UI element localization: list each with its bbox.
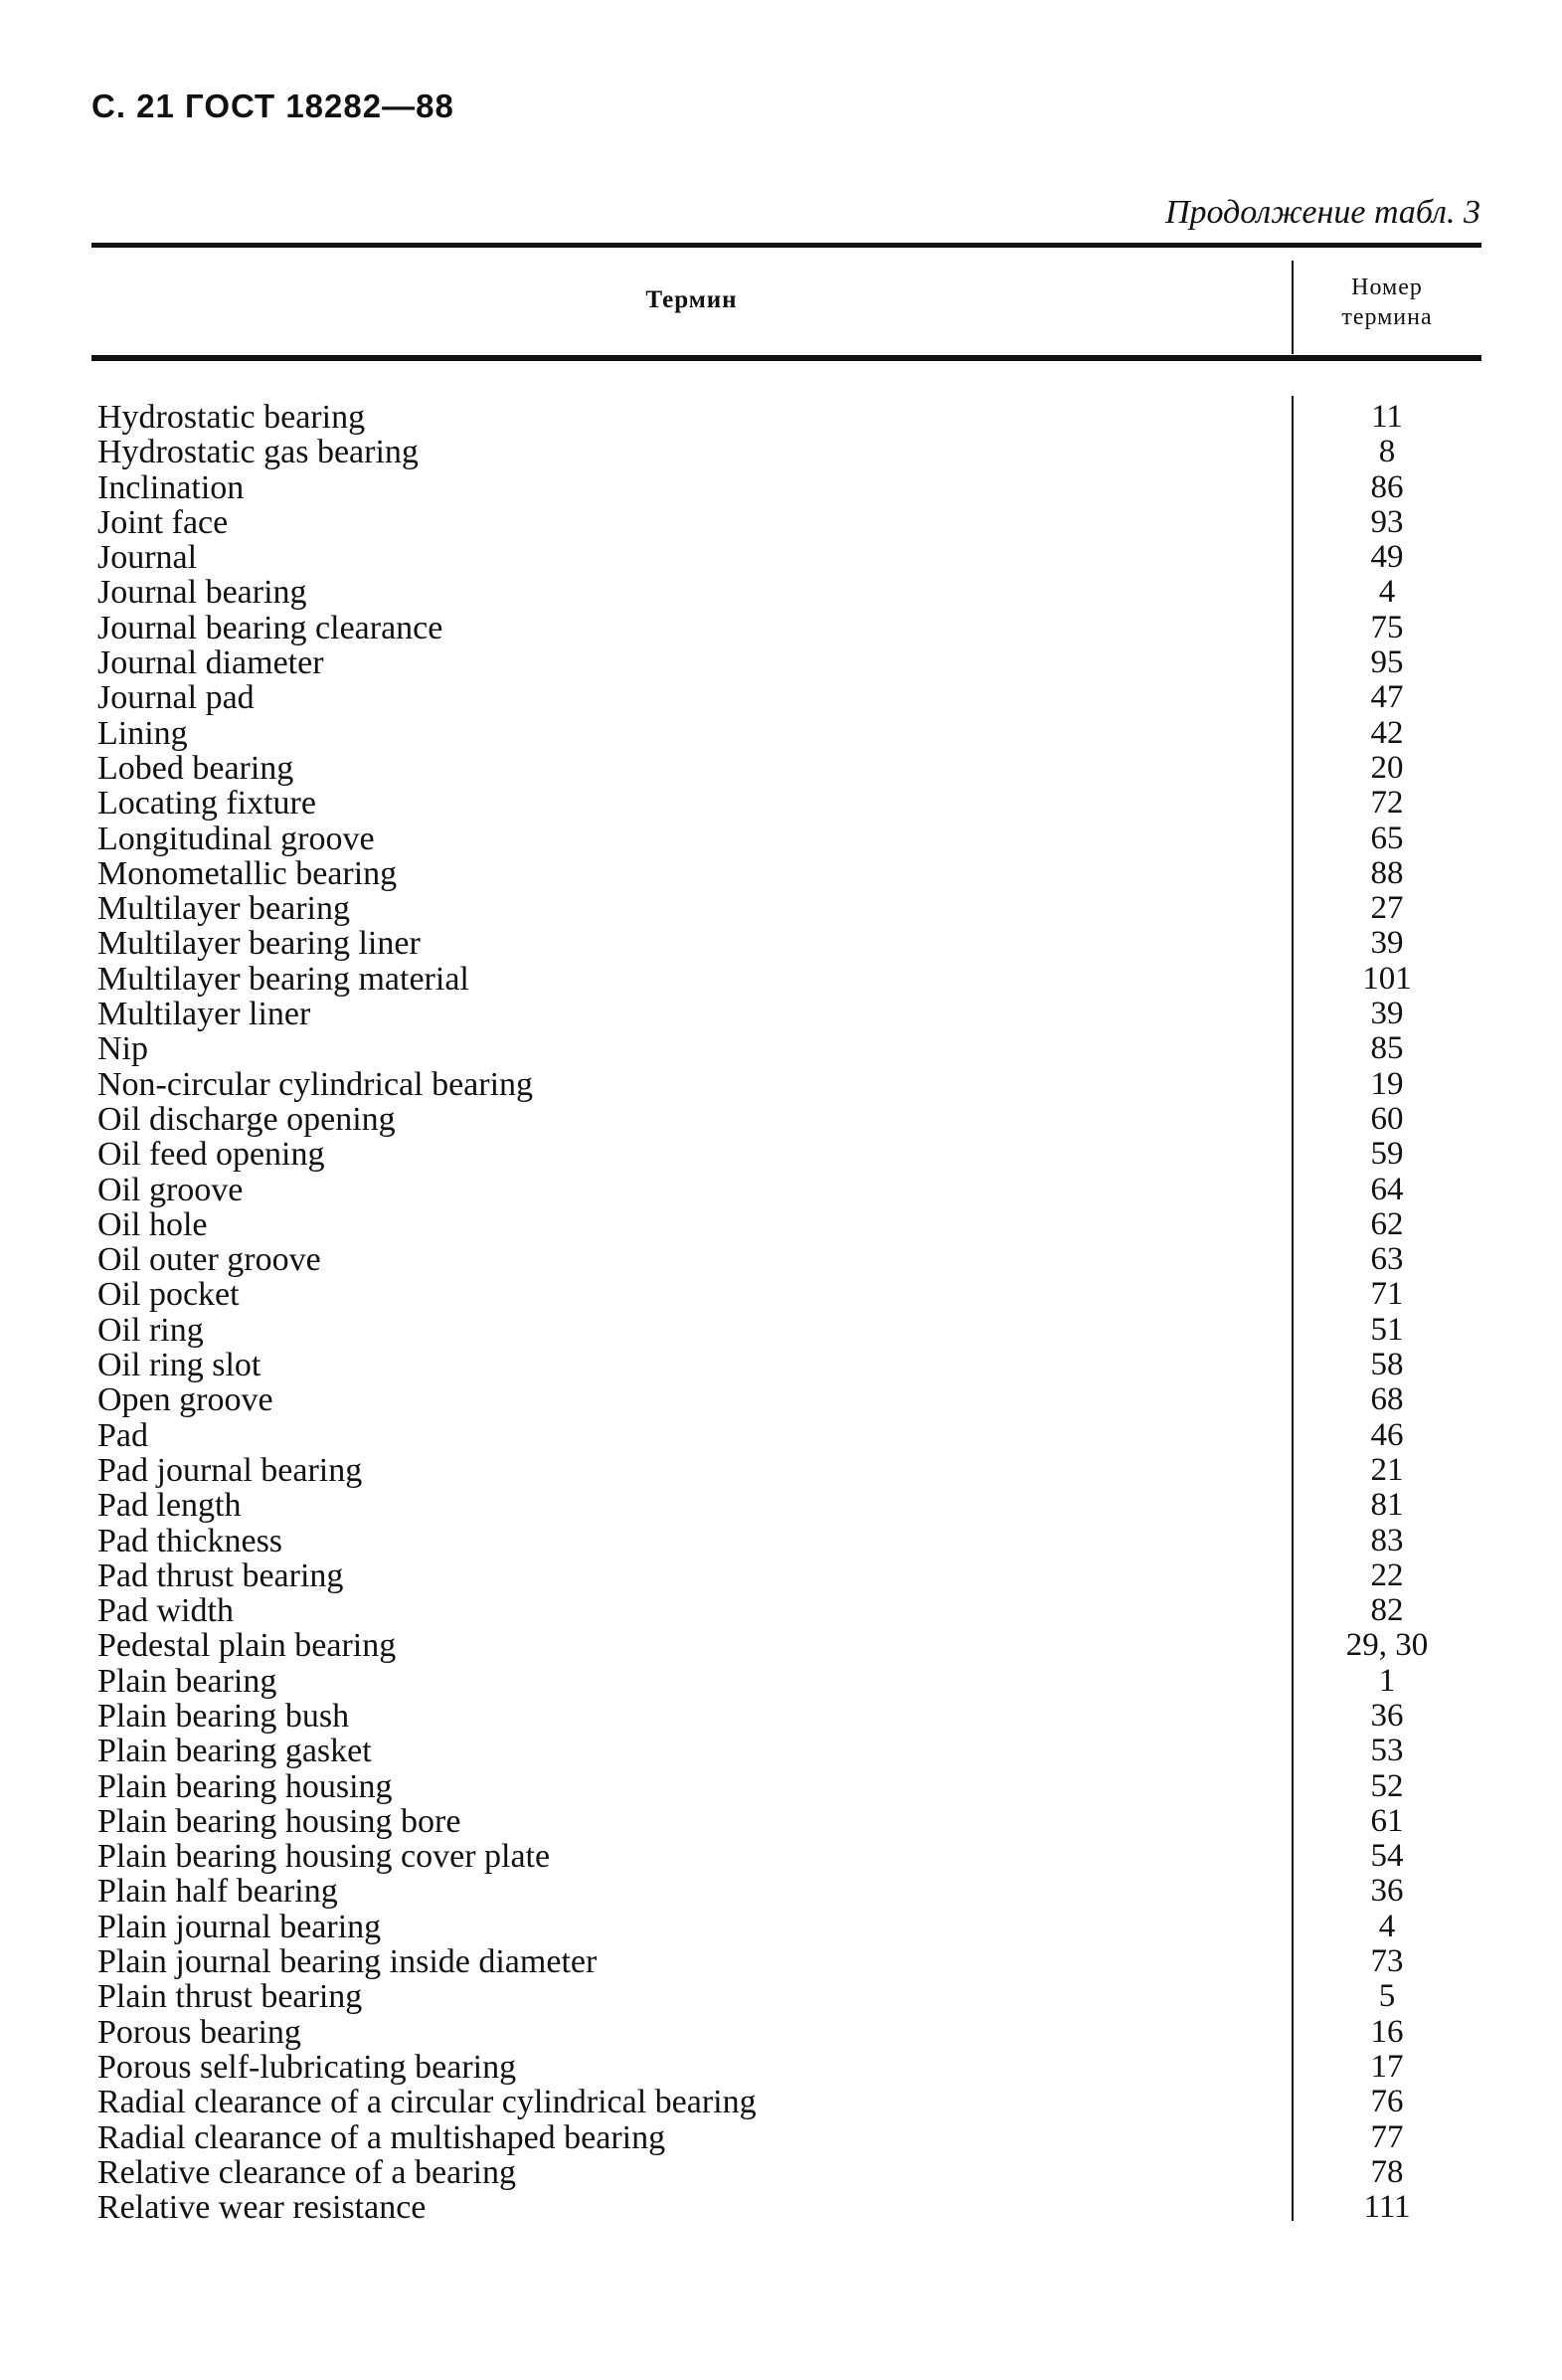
term-cell: Nip: [97, 1030, 148, 1068]
term-cell: Journal bearing clearance: [97, 609, 443, 646]
term-number-cell: 65: [1370, 820, 1404, 856]
table-row: [0, 962, 1562, 997]
term-cell: Journal bearing: [97, 574, 307, 612]
term-cell: Oil groove: [97, 1171, 244, 1208]
term-cell: Journal: [97, 539, 198, 577]
term-number-cell: 62: [1370, 1205, 1404, 1242]
term-cell: Plain bearing: [97, 1662, 277, 1700]
term-number-cell: 49: [1370, 539, 1404, 576]
table-row: [0, 2190, 1562, 2225]
table-row: [0, 1031, 1562, 1066]
table-row: [0, 1067, 1562, 1102]
term-number-cell: 46: [1370, 1416, 1404, 1453]
term-cell: Hydrostatic gas bearing: [97, 434, 419, 471]
term-number-cell: 101: [1362, 960, 1412, 997]
table-continuation-label: Продолжение табл. 3: [1164, 194, 1480, 231]
term-number-cell: 82: [1370, 1592, 1404, 1629]
term-number-cell: 8: [1378, 434, 1396, 470]
term-number-cell: 83: [1370, 1522, 1404, 1558]
term-cell: Journal pad: [97, 679, 255, 717]
term-number-cell: 54: [1370, 1838, 1404, 1875]
table-row: [0, 1488, 1562, 1523]
term-number-cell: 1: [1378, 1662, 1396, 1699]
table-row: [0, 1769, 1562, 1804]
term-number-cell: 16: [1370, 2013, 1404, 2050]
table-row: [0, 505, 1562, 540]
term-number-cell: 36: [1370, 1697, 1404, 1734]
term-cell: Oil feed opening: [97, 1136, 325, 1174]
term-number-cell: 68: [1370, 1381, 1404, 1418]
table-row: [0, 2155, 1562, 2190]
term-cell: Hydrostatic bearing: [97, 399, 366, 436]
term-cell: Plain half bearing: [97, 1873, 338, 1911]
term-number-cell: 86: [1370, 468, 1404, 505]
term-cell: Porous bearing: [97, 2013, 301, 2051]
table-row: [0, 470, 1562, 505]
table-row: [0, 926, 1562, 961]
table-row: [0, 1874, 1562, 1909]
table-row: [0, 1524, 1562, 1558]
term-cell: Locating fixture: [97, 785, 316, 823]
table-row: [0, 435, 1562, 469]
table-row: [0, 1664, 1562, 1699]
term-cell: Lobed bearing: [97, 749, 294, 787]
term-cell: Plain bearing housing: [97, 1767, 393, 1805]
table-row: [0, 2050, 1562, 2085]
term-number-cell: 5: [1378, 1978, 1396, 2015]
term-cell: Pad length: [97, 1487, 242, 1525]
table-row: [0, 856, 1562, 891]
term-number-cell: 85: [1370, 1030, 1404, 1067]
term-number-cell: 63: [1370, 1241, 1404, 1278]
table-row: [0, 891, 1562, 926]
term-cell: Oil hole: [97, 1205, 208, 1243]
term-number-cell: 93: [1370, 503, 1404, 540]
term-number-cell: 72: [1370, 785, 1404, 822]
term-number-cell: 17: [1370, 2048, 1404, 2085]
term-cell: Pad: [97, 1416, 148, 1454]
table-row: [0, 1628, 1562, 1663]
table-row: [0, 1348, 1562, 1382]
term-number-cell: 88: [1370, 854, 1404, 891]
table-top-rule: [91, 243, 1481, 248]
term-number-cell: 22: [1370, 1556, 1404, 1593]
term-number-cell: 4: [1378, 574, 1396, 611]
term-cell: Lining: [97, 714, 188, 752]
table-row: [0, 1242, 1562, 1277]
term-cell: Journal diameter: [97, 644, 324, 682]
table-row: [0, 2015, 1562, 2050]
term-number-cell: 11: [1371, 399, 1403, 435]
table-row: [0, 1277, 1562, 1312]
term-number-cell: 76: [1370, 2084, 1404, 2120]
column-header-number-line1: Номер: [1351, 275, 1423, 300]
term-cell: Porous self-lubricating bearing: [97, 2048, 517, 2086]
term-number-cell: 20: [1370, 749, 1404, 786]
term-number-cell: 21: [1370, 1451, 1404, 1488]
term-number-cell: 52: [1370, 1767, 1404, 1804]
term-cell: Oil discharge opening: [97, 1100, 396, 1138]
term-cell: Multilayer bearing liner: [97, 925, 421, 963]
table-row: [0, 1804, 1562, 1839]
table-header-rule: [91, 355, 1481, 361]
table-row: [0, 1910, 1562, 1944]
table-row: [0, 2085, 1562, 2119]
term-number-cell: 64: [1370, 1171, 1404, 1207]
table-row: [0, 1979, 1562, 2014]
table-row: [0, 1137, 1562, 1172]
term-cell: Monometallic bearing: [97, 854, 398, 892]
table-row: [0, 997, 1562, 1031]
table-row: [0, 786, 1562, 821]
table-row: [0, 1313, 1562, 1348]
term-number-cell: 75: [1370, 609, 1404, 645]
term-cell: Pad width: [97, 1592, 234, 1630]
term-cell: Non-circular cylindrical bearing: [97, 1065, 534, 1103]
term-cell: Radial clearance of a circular cylindrical bearing: [97, 2084, 757, 2121]
term-number-cell: 73: [1370, 1943, 1404, 1980]
table-row: [0, 1418, 1562, 1453]
term-number-cell: 19: [1370, 1065, 1404, 1102]
term-cell: Pad thickness: [97, 1522, 283, 1559]
table-row: [0, 1558, 1562, 1593]
table-row: [0, 400, 1562, 435]
table-row: [0, 1839, 1562, 1874]
table-row: [0, 1734, 1562, 1768]
term-number-cell: 36: [1370, 1873, 1404, 1910]
table-row: [0, 540, 1562, 575]
term-cell: Inclination: [97, 468, 245, 506]
table-row: [0, 1382, 1562, 1417]
term-cell: Plain bearing housing bore: [97, 1802, 461, 1840]
table-row: [0, 1699, 1562, 1734]
table-row: [0, 751, 1562, 786]
term-cell: Relative wear resistance: [97, 2189, 427, 2227]
term-cell: Oil ring: [97, 1311, 204, 1349]
table-row: [0, 1593, 1562, 1628]
term-cell: Longitudinal groove: [97, 820, 375, 857]
term-number-cell: 29, 30: [1345, 1627, 1429, 1664]
table-row: [0, 1102, 1562, 1137]
term-cell: Joint face: [97, 503, 229, 541]
term-number-cell: 77: [1370, 2118, 1404, 2155]
term-cell: Plain journal bearing inside diameter: [97, 1943, 598, 1981]
term-number-cell: 58: [1370, 1347, 1404, 1383]
term-cell: Open groove: [97, 1381, 273, 1419]
term-cell: Pad journal bearing: [97, 1451, 363, 1489]
term-cell: Pedestal plain bearing: [97, 1627, 397, 1665]
table-row: [0, 680, 1562, 715]
term-cell: Pad thrust bearing: [97, 1556, 344, 1594]
term-cell: Multilayer liner: [97, 996, 311, 1033]
term-number-cell: 95: [1370, 644, 1404, 681]
term-cell: Plain bearing gasket: [97, 1733, 372, 1770]
table-row: [0, 1207, 1562, 1242]
table-row: [0, 645, 1562, 680]
term-cell: Oil ring slot: [97, 1347, 261, 1384]
term-number-cell: 51: [1370, 1311, 1404, 1348]
term-cell: Plain bearing housing cover plate: [97, 1838, 551, 1876]
term-cell: Relative clearance of a bearing: [97, 2153, 516, 2191]
term-cell: Plain bearing bush: [97, 1697, 350, 1735]
column-header-term: Термин: [645, 286, 738, 313]
term-cell: Plain journal bearing: [97, 1908, 382, 1945]
term-number-cell: 47: [1370, 679, 1404, 716]
term-number-cell: 27: [1370, 890, 1404, 927]
table-body: [0, 400, 1562, 2225]
term-number-cell: 53: [1370, 1733, 1404, 1769]
term-number-cell: 42: [1370, 714, 1404, 751]
term-number-cell: 60: [1370, 1100, 1404, 1137]
term-number-cell: 61: [1370, 1802, 1404, 1839]
term-number-cell: 4: [1378, 1908, 1396, 1944]
table-row: [0, 1453, 1562, 1488]
term-number-cell: 78: [1370, 2153, 1404, 2190]
table-row: [0, 575, 1562, 610]
term-cell: Radial clearance of a multishaped bearing: [97, 2118, 666, 2156]
table-row: [0, 611, 1562, 645]
term-cell: Plain thrust bearing: [97, 1978, 363, 2016]
term-number-cell: 39: [1370, 925, 1404, 962]
table-row: [0, 1944, 1562, 1979]
term-cell: Multilayer bearing material: [97, 960, 469, 998]
page-header: С. 21 ГОСТ 18282—88: [91, 88, 454, 124]
table-row: [0, 1173, 1562, 1207]
term-cell: Oil pocket: [97, 1276, 240, 1314]
table-row: [0, 716, 1562, 751]
term-number-cell: 81: [1370, 1487, 1404, 1524]
table-row: [0, 2120, 1562, 2155]
term-number-cell: 111: [1363, 2189, 1411, 2226]
table-row: [0, 822, 1562, 856]
term-cell: Oil outer groove: [97, 1241, 321, 1279]
term-number-cell: 59: [1370, 1136, 1404, 1173]
term-cell: Multilayer bearing: [97, 890, 350, 928]
column-header-number-line2: термина: [1341, 304, 1433, 330]
term-number-cell: 71: [1370, 1276, 1404, 1313]
column-header-number: [1293, 273, 1481, 332]
term-number-cell: 39: [1370, 996, 1404, 1032]
